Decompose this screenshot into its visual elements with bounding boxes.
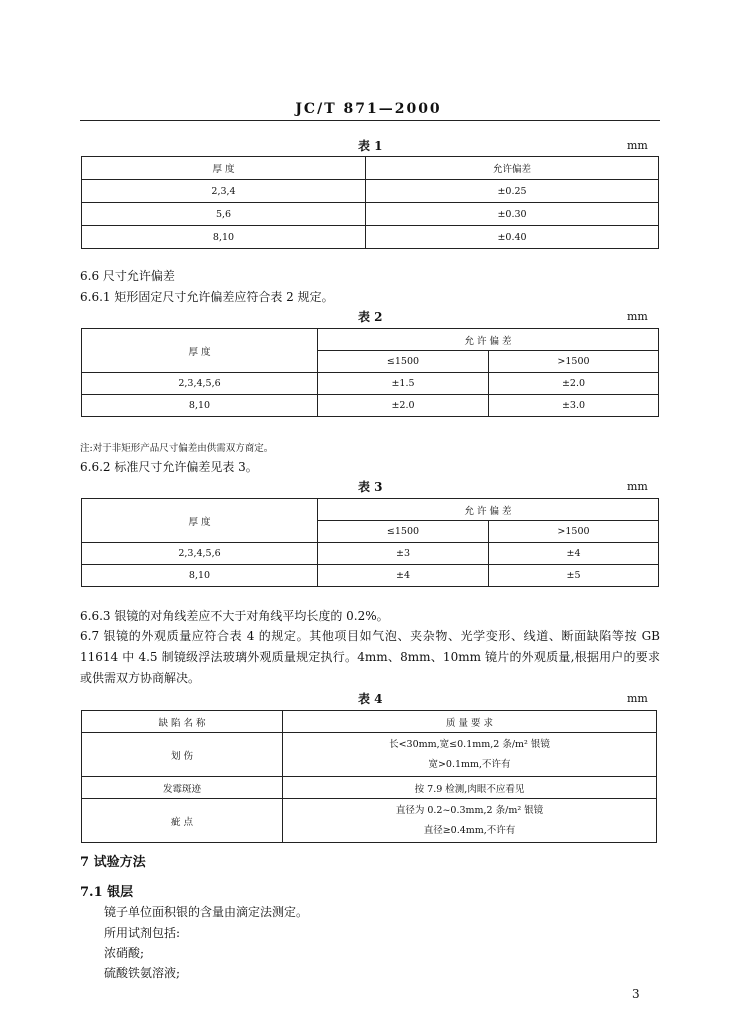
table-row <box>82 395 659 417</box>
section-7-1-line: 所用试剂包括: <box>104 926 181 940</box>
table3-unit: mm <box>627 480 648 493</box>
section-7-title: 7 试验方法 <box>80 855 146 870</box>
table4-header-requirement: 质 量 要 求 <box>283 711 657 733</box>
table3 <box>81 498 659 587</box>
header-rule <box>80 120 660 121</box>
table4-cell-defect: 划 伤 <box>82 733 283 777</box>
table2-cell-le: ±2.0 <box>318 395 489 417</box>
section-7-1-line: 硫酸铁氨溶液; <box>104 966 181 980</box>
table-row <box>82 799 657 843</box>
requirement-line: 长<30mm,宽≤0.1mm,2 条/m² 银镜 <box>389 738 550 750</box>
section-6-6-2-text: 6.6.2 标准尺寸允许偏差见表 3。 <box>80 460 258 474</box>
table4-cell-defect: 疵 点 <box>82 799 283 843</box>
table3-cell-le: ±3 <box>318 543 489 565</box>
table-row <box>82 565 659 587</box>
table1-caption: 表 1 <box>358 139 383 153</box>
table4-cell-requirement <box>283 733 657 777</box>
table2-cell-le: ±1.5 <box>318 373 489 395</box>
requirement-line: 直径≥0.4mm,不许有 <box>423 824 516 836</box>
table3-subheader-gt: >1500 <box>489 521 659 543</box>
table4-cell-defect: 发霉斑迹 <box>82 777 283 799</box>
requirement-line: 宽>0.1mm,不许有 <box>428 758 511 770</box>
table-row <box>82 226 659 249</box>
table3-subheader-le: ≤1500 <box>318 521 489 543</box>
table3-header-thickness: 厚 度 <box>82 499 318 543</box>
table-row <box>82 373 659 395</box>
table1-cell-tolerance: ±0.40 <box>366 226 659 249</box>
table1-unit: mm <box>627 139 648 152</box>
table4-caption: 表 4 <box>358 692 383 706</box>
table2-header-tolerance: 允 许 偏 差 <box>318 329 659 351</box>
table-row <box>82 543 659 565</box>
table2-caption: 表 2 <box>358 310 383 324</box>
section-7-1-line: 镜子单位面积银的含量由滴定法测定。 <box>104 905 309 919</box>
section-7-1-line: 浓硝酸; <box>104 946 145 960</box>
page-number: 3 <box>632 987 640 1001</box>
table2-note: 注:对于非矩形产品尺寸偏差由供需双方商定。 <box>80 443 274 454</box>
table4-unit: mm <box>627 692 648 705</box>
table1-header-tolerance: 允许偏差 <box>366 157 659 180</box>
table1-header-thickness: 厚 度 <box>82 157 366 180</box>
document-code: JC/T 871—2000 <box>295 101 442 117</box>
table3-cell-le: ±4 <box>318 565 489 587</box>
table1-cell-tolerance: ±0.25 <box>366 180 659 203</box>
table-row <box>82 733 657 777</box>
table-row <box>82 777 657 799</box>
table1-cell-tolerance: ±0.30 <box>366 203 659 226</box>
table-row <box>82 203 659 226</box>
table3-cell-gt: ±4 <box>489 543 659 565</box>
table2-header-thickness: 厚 度 <box>82 329 318 373</box>
table3-cell-thickness: 2,3,4,5,6 <box>82 543 318 565</box>
table1-cell-thickness: 2,3,4 <box>82 180 366 203</box>
table4-cell-requirement: 按 7.9 检测,肉眼不应看见 <box>283 777 657 799</box>
table2 <box>81 328 659 417</box>
section-7-1-title: 7.1 银层 <box>80 885 134 900</box>
table3-cell-gt: ±5 <box>489 565 659 587</box>
section-6-6-3-text: 6.6.3 银镜的对角线差应不大于对角线平均长度的 0.2%。 <box>80 609 389 623</box>
table2-subheader-le: ≤1500 <box>318 351 489 373</box>
table1-cell-thickness: 5,6 <box>82 203 366 226</box>
table4-cell-requirement <box>283 799 657 843</box>
table1-cell-thickness: 8,10 <box>82 226 366 249</box>
table-row <box>82 180 659 203</box>
table2-cell-thickness: 2,3,4,5,6 <box>82 373 318 395</box>
table2-cell-gt: ±2.0 <box>489 373 659 395</box>
table4 <box>81 710 657 843</box>
section-6-7-text: 6.7 银镜的外观质量应符合表 4 的规定。其他项目如气泡、夹杂物、光学变形、线道、断面缺陷等按 GB 11614 中 4.5 制镜级浮法玻璃外观质量规定执行。4mm、8mm、10mm 镜片的外观质量,根据用户的要求或供需双方协商解决。 <box>80 629 660 685</box>
table4-header-defect: 缺 陷 名 称 <box>82 711 283 733</box>
table2-cell-gt: ±3.0 <box>489 395 659 417</box>
section-6-6-1-text: 6.6.1 矩形固定尺寸允许偏差应符合表 2 规定。 <box>80 290 334 304</box>
section-6-6-title: 6.6 尺寸允许偏差 <box>80 269 175 283</box>
table3-cell-thickness: 8,10 <box>82 565 318 587</box>
table2-cell-thickness: 8,10 <box>82 395 318 417</box>
table1 <box>81 156 659 249</box>
table3-caption: 表 3 <box>358 480 383 494</box>
table2-subheader-gt: >1500 <box>489 351 659 373</box>
table2-unit: mm <box>627 310 648 323</box>
table3-header-tolerance: 允 许 偏 差 <box>318 499 659 521</box>
requirement-line: 直径为 0.2~0.3mm,2 条/m² 银镜 <box>395 804 544 816</box>
